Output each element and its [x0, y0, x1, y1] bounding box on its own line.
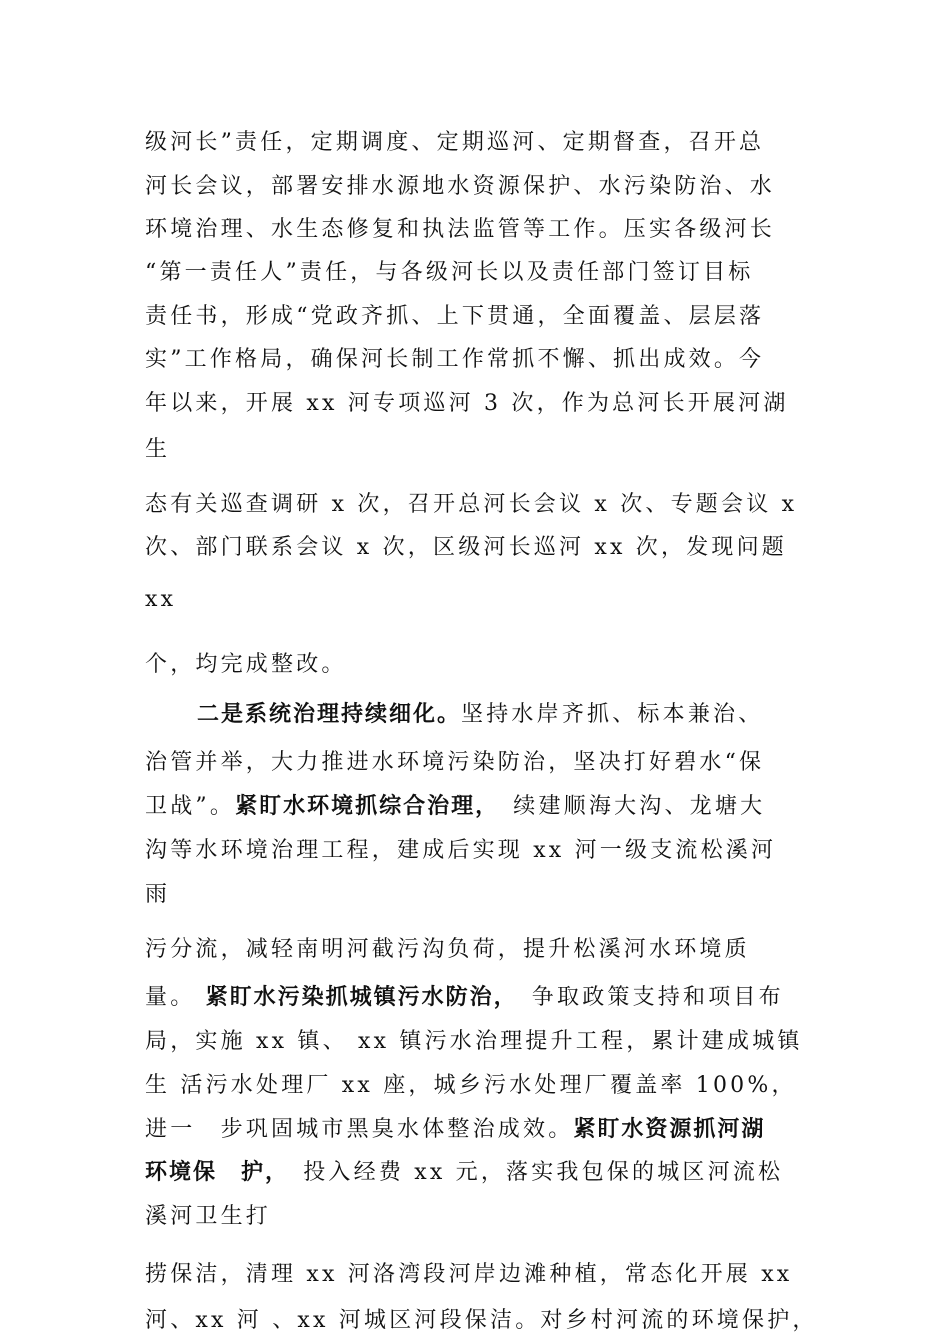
text-line: 雨: [145, 882, 171, 907]
text-line: 实”工作格局，确保河长制工作常抓不懈、抓出成效。今: [145, 347, 765, 372]
text-line: 卫战”。紧盯水环境抓综合治理， 续建顺海大沟、龙塘大: [145, 794, 766, 819]
text-line: 环境治理、水生态修复和执法监管等工作。压实各级河长: [145, 217, 776, 242]
text-line: xx: [145, 587, 177, 612]
text-line: 个，均完成整改。: [145, 652, 347, 677]
text-line: 生 活污水处理厂 xx 座，城乡污水处理厂覆盖率 100%，: [145, 1073, 797, 1098]
text-line: “第一责任人”责任，与各级河长以及责任部门签订目标: [145, 260, 754, 285]
text-line: 河长会议，部署安排水源地水资源保护、水污染防治、水: [145, 174, 776, 199]
text-line: 治管并举，大力推进水环境污染防治，坚决打好碧水“保: [145, 750, 765, 775]
text-line: 级河长”责任，定期调度、定期巡河、定期督查，召开总: [145, 130, 765, 155]
text-line: 生: [145, 437, 171, 462]
section-heading: 二是系统治理持续细化。: [197, 702, 462, 727]
text-line: 责任书，形成“党政齐抓、上下贯通，全面覆盖、层层落: [145, 304, 765, 329]
text-line: 污分流，减轻南明河截污沟负荷，提升松溪河水环境质: [145, 937, 750, 962]
text-line: 捞保洁，清理 xx 河洛湾段河岸边滩种植，常态化开展 xx: [145, 1262, 793, 1287]
text-line: 河、xx 河 、xx 河城区河段保洁。对乡村河流的环境保护，: [145, 1308, 818, 1333]
text-line: 环境保 护， 投入经费 xx 元，落实我包保的城区河流松: [145, 1160, 784, 1185]
bold-phrase: 环境保 护，: [145, 1160, 279, 1185]
text-line: 局，实施 xx 镇、 xx 镇污水治理提升工程，累计建成城镇: [145, 1029, 803, 1054]
text-line: 沟等水环境治理工程，建成后实现 xx 河一级支流松溪河: [145, 838, 777, 863]
text-line: 次、部门联系会议 x 次，区级河长巡河 xx 次，发现问题: [145, 535, 787, 560]
text-line: 年以来，开展 xx 河专项巡河 3 次，作为总河长开展河湖: [145, 391, 789, 416]
text-line: 量。 紧盯水污染抓城镇污水防治， 争取政策支持和项目布: [145, 985, 784, 1010]
bold-phrase: 紧盯水环境抓综合治理，: [235, 794, 489, 819]
text-line: 进一 步巩固城市黑臭水体整治成效。紧盯水资源抓河湖: [145, 1117, 766, 1142]
bold-phrase: 紧盯水资源抓河湖: [573, 1117, 766, 1142]
text-line: 溪河卫生打: [145, 1204, 272, 1229]
text-line: 态有关巡查调研 x 次，召开总河长会议 x 次、专题会议 x: [145, 492, 798, 517]
text-line: 二是系统治理持续细化。坚持水岸齐抓、标本兼治、: [197, 702, 764, 727]
bold-phrase: 紧盯水污染抓城镇污水防治，: [205, 985, 507, 1010]
